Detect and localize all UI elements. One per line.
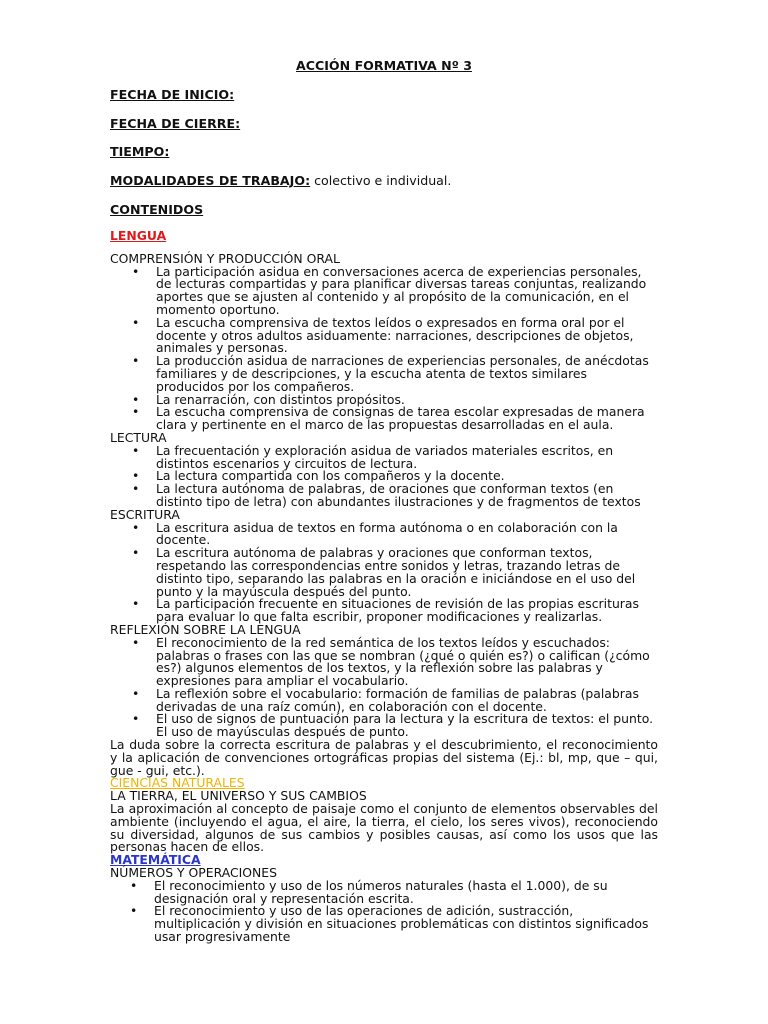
section-comprension-heading: COMPRENSIÓN Y PRODUCCIÓN ORAL [110,250,340,266]
comprension-list [110,263,658,433]
section-tierra-heading: LA TIERRA, EL UNIVERSO Y SUS CAMBIOS [110,788,367,804]
modalidades-field [110,173,451,188]
ciencias-paragraph: La aproximación al concepto de paisaje como el conjunto de elementos observables del ambiente (incluyendo el agua, el aire, la tierra, el cielo, los seres vivos), reconociendo su diversidad, algunos de sus cambios y posibles causas, así como los usos que las personas hacen de ellos. [110,801,658,855]
section-escritura-heading: ESCRITURA [110,506,180,522]
modalidades-value: colectivo e individual. [310,173,452,188]
fecha-cierre-field [110,116,240,131]
list-item: • La frecuentación y exploración asidua de variados materiales escritos, en distintos escenarios y circuitos de lectura. [156,445,658,471]
list-item: • La escucha comprensiva de consignas de tarea escolar expresadas de manera clara y pertinente en el marco de las propuestas desarrolladas en el aula. [156,406,658,432]
reflexion-list [110,634,658,740]
tiempo-field [110,144,169,159]
document-title: ACCIÓN FORMATIVA Nº 3 [296,58,472,73]
escritura-list [110,519,658,625]
subject-matematica: MATEMÁTICA [110,852,201,868]
contenidos-field [110,202,203,217]
subject-lengua: LENGUA [110,228,167,243]
fecha-inicio-field [110,87,234,102]
section-reflexion-heading: REFLEXIÓN SOBRE LA LENGUA [110,621,301,637]
section-lectura-heading: LECTURA [110,429,167,445]
numeros-list [110,877,658,945]
list-item: • La participación frecuente en situaciones de revisión de las propias escrituras para evaluar lo que falta escribir, proponer modificaciones y realizarlas. [156,598,658,624]
list-item: • La escritura autónoma de palabras y oraciones que conforman textos, respetando las correspondencias entre sonidos y letras, trazando letras de distinto tipo, separando las palabras en la oración e iniciándose en el uso del punto y la mayúscula después del punto. [156,547,658,598]
modalidades-label: MODALIDADES DE TRABAJO: [110,173,311,188]
fecha-inicio-label: FECHA DE INICIO: [110,87,235,102]
list-item: • El reconocimiento y uso de las operaciones de adición, sustracción, multiplicación y división en situaciones problemáticas con distintos significados usar progresivamente [154,905,658,943]
list-item: • El uso de signos de puntuación para la lectura y la escritura de textos: el punto. El uso de mayúsculas después de punto. [156,713,658,739]
tiempo-label: TIEMPO: [110,144,170,159]
list-item: • La escritura asidua de textos en forma autónoma o en colaboración con la docente. [156,522,658,548]
lectura-list [110,442,658,509]
list-item: • La participación asidua en conversaciones acerca de experiencias personales, de lecturas compartidas y para planificar diversas tareas conjuntas, realizando aportes que se ajusten al contenido y al propósito de la comunicación, en el momento oportuno. [156,266,658,317]
subject-ciencias-naturales: CIENCIAS NATURALES [110,775,245,791]
section-numeros-heading: NÚMEROS Y OPERACIONES [110,865,277,881]
list-item: • La renarración, con distintos propósitos. [156,394,658,407]
contenidos-heading: CONTENIDOS [110,202,204,217]
fecha-cierre-label: FECHA DE CIERRE: [110,116,241,131]
list-item: • La lectura compartida con los compañeros y la docente. [156,470,658,483]
list-item: • El reconocimiento de la red semántica de los textos leídos y escuchados: palabras o frases con las que se nombran (¿qué o quién es?) o califican (¿cómo es?) algunos elementos de los textos, y la reflexión sobre las palabras y expresiones para ampliar el vocabulario. [156,637,658,688]
list-item: • La escucha comprensiva de textos leídos o expresados en forma oral por el docente y otros adultos asiduamente: narraciones, descripciones de objetos, animales y personas. [156,317,658,355]
list-item: • La lectura autónoma de palabras, de oraciones que conforman textos (en distinto tipo de letra) con abundantes ilustraciones y de fragmentos de textos [156,483,658,509]
list-item: • El reconocimiento y uso de los números naturales (hasta el 1.000), de su designación oral y representación escrita. [154,880,658,906]
list-item: • La reflexión sobre el vocabulario: formación de familias de palabras (palabras derivadas de una raíz común), en colaboración con el docente. [156,688,658,714]
reflexion-closing-paragraph: La duda sobre la correcta escritura de palabras y el descubrimiento, el reconocimiento y la aplicación de convenciones ortográficas propias del sistema (Ej.: bl, mp, que – qui, gue - gui, etc.). [110,737,658,778]
list-item: • La producción asidua de narraciones de experiencias personales, de anécdotas familiares y de descripciones, y la escucha atenta de textos similares producidos por los compañeros. [156,355,658,393]
contenidos-body [110,230,658,944]
